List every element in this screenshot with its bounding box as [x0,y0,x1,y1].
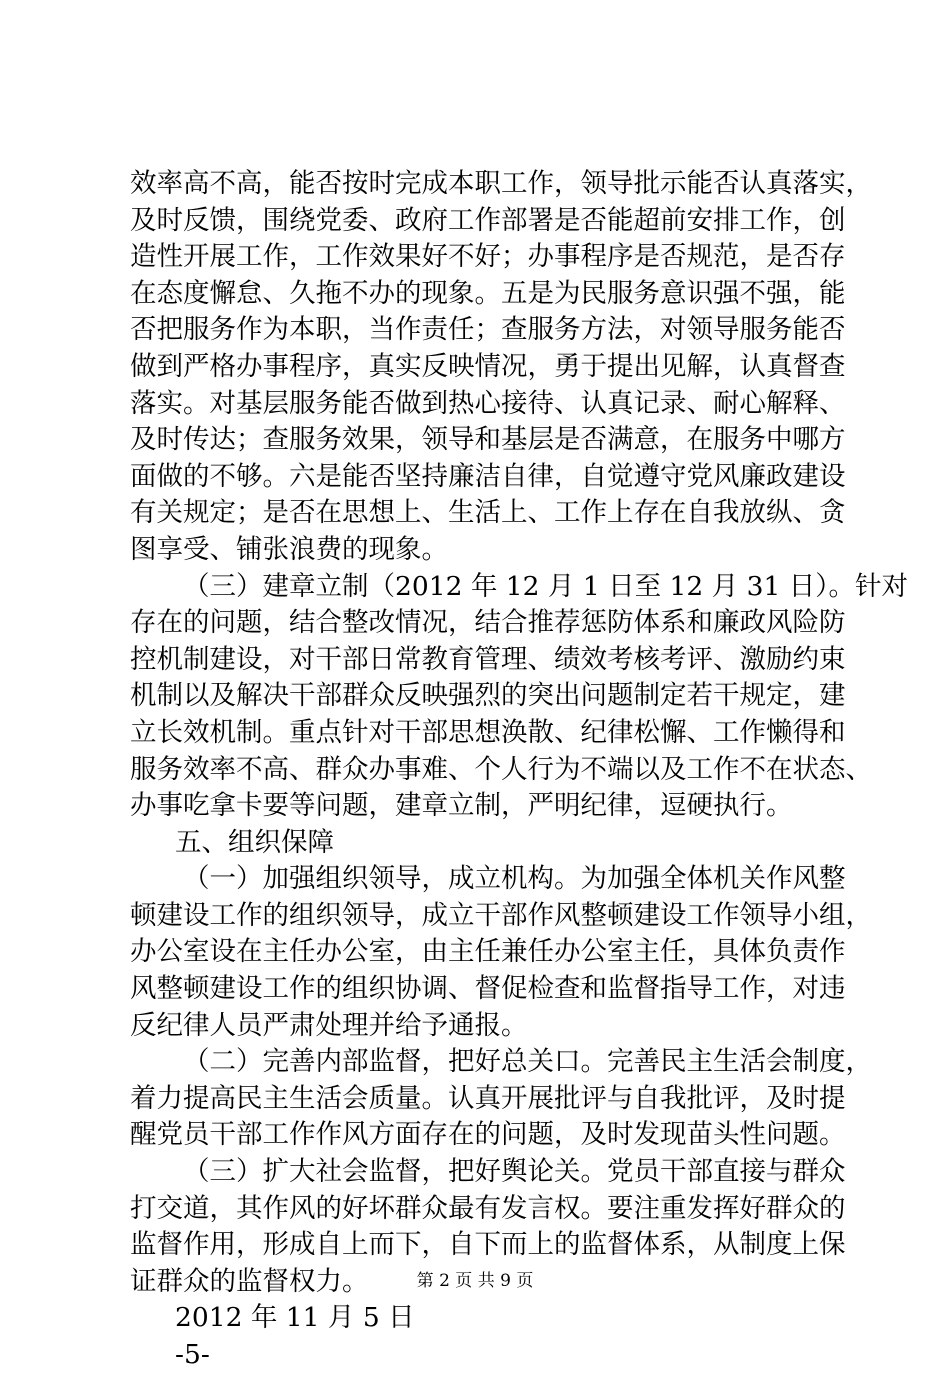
text-line: 办公室设在主任办公室，由主任兼任办公室主任，具体负责作 [130,936,846,968]
text-line: 面做的不够。六是能否坚持廉洁自律，自觉遵守党风廉政建设 [130,460,846,492]
text-line: 造性开展工作，工作效果好不好；办事程序是否规范，是否存 [130,241,846,273]
page-footer: 第 2 页 共 9 页 [416,1271,534,1291]
text-line: 及时传达；查服务效果，领导和基层是否满意，在服务中哪方 [130,424,846,456]
text-line: 否把服务作为本职，当作责任；查服务方法，对领导服务能否 [130,314,846,346]
section-heading: 五、组织保障 [175,826,334,858]
text-line: 立长效机制。重点针对干部思想涣散、纪律松懈、工作懒得和 [130,716,846,748]
text-line: 图享受、铺张浪费的现象。 [130,533,448,565]
paragraph-start: （三）扩大社会监督，把好舆论关。党员干部直接与群众 [183,1156,846,1188]
text-line: 做到严格办事程序，真实反映情况，勇于提出见解，认真督查 [130,350,846,382]
text-line: 醒党员干部工作作风方面存在的问题，及时发现苗头性问题。 [130,1119,846,1151]
text-line: 落实。对基层服务能否做到热心接待、认真记录、耐心解释、 [130,387,846,419]
paragraph-start: （二）完善内部监督，把好总关口。完善民主生活会制度， [183,1046,872,1078]
text-line: 办事吃拿卡要等问题，建章立制，严明纪律，逗硬执行。 [130,790,793,822]
date-line: 2012 年 11 月 5 日 [175,1302,415,1334]
text-line: 顿建设工作的组织领导，成立干部作风整顿建设工作领导小组， [130,899,872,931]
text-line: 及时反馈，围绕党委、政府工作部署是否能超前安排工作，创 [130,204,846,236]
text-line: 存在的问题，结合整改情况，结合推荐惩防体系和廉政风险防 [130,607,846,639]
text-line: 风整顿建设工作的组织协调、督促检查和监督指导工作，对违 [130,973,846,1005]
text-line: 证群众的监督权力。 [130,1265,369,1297]
text-line: 服务效率不高、群众办事难、个人行为不端以及工作不在状态、 [130,753,872,785]
inner-page-number: -5- [175,1339,210,1370]
text-line: 反纪律人员严肃处理并给予通报。 [130,1009,528,1041]
text-line: 机制以及解决干部群众反映强烈的突出问题制定若干规定，建 [130,680,846,712]
body-text [130,166,909,1374]
text-line: 效率高不高，能否按时完成本职工作，领导批示能否认真落实， [130,168,872,199]
paragraph-start: （一）加强组织领导，成立机构。为加强全体机关作风整 [183,863,846,895]
text-line: 着力提高民主生活会质量。认真开展批评与自我批评，及时提 [130,1082,846,1114]
paragraph-start: （三）建章立制（2012 年 12 月 1 日至 12 月 31 日）。针对 [183,570,909,602]
text-line: 在态度懈怠、久拖不办的现象。五是为民服务意识强不强，能 [130,277,846,309]
text-line: 监督作用，形成自上而下，自下而上的监督体系，从制度上保 [130,1229,846,1261]
text-line: 打交道，其作风的好坏群众最有发言权。要注重发挥好群众的 [130,1192,846,1224]
text-line: 控机制建设，对干部日常教育管理、绩效考核考评、激励约束 [130,643,846,675]
text-line: 有关规定；是否在思想上、生活上、工作上存在自我放纵、贪 [130,497,846,529]
